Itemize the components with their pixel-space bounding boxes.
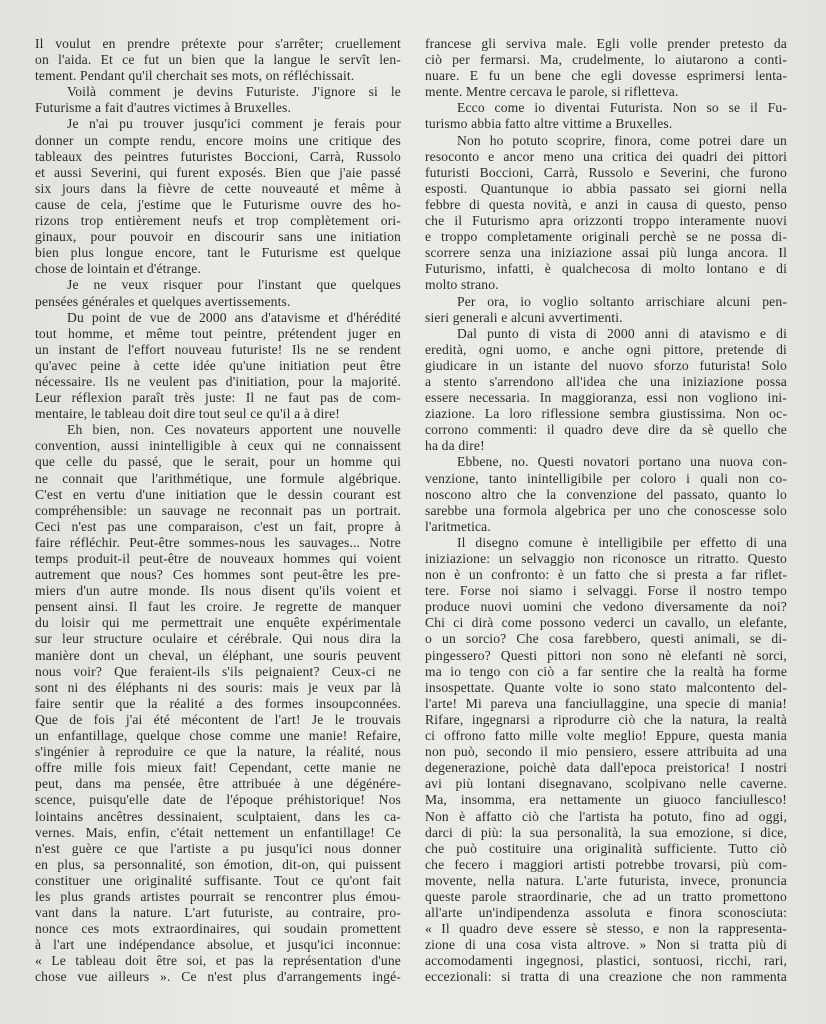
text-line: manière dont un cheval, un éléphant, une souris peuvent: [35, 647, 401, 663]
text-line: all'arte un'indipendenza assoluta e finora sconosciuta:: [425, 905, 787, 921]
text-line: autrement que nous? Ces hommes sont peut-être les pre-: [35, 567, 401, 583]
text-line: nécessaire. Ils ne veulent pas d'initiation, pour la majorité.: [35, 373, 401, 389]
text-line: donner un compte rendu, encore moins une critique des: [35, 132, 401, 148]
text-line: Je n'ai pu trouver jusqu'ici comment je ferais pour: [67, 116, 401, 132]
text-line: Futurismo, infatti, è qualchecosa di molto lontano e di: [425, 261, 787, 277]
text-line: compréhensible: un sauvage ne reconnait pas un portrait.: [35, 502, 401, 518]
text-line: queste parole straordinarie, che ad un tratto promettono: [425, 888, 787, 904]
paragraph: [35, 310, 401, 423]
text-line: n'est guère ce que l'artiste a pu jusqu'ici nous donner: [35, 840, 401, 856]
text-line: Je ne veux risquer pour l'instant que quelques: [67, 277, 401, 293]
text-line: Per ora, io voglio soltanto arrischiare alcuni pen-: [457, 293, 787, 309]
text-line: un enfantillage, quelque chose comme une manie! Refaire,: [35, 728, 401, 744]
paragraph: [425, 133, 787, 294]
text-line: en plus, sa personnalité, son émotion, dit-on, qui puissent: [35, 856, 401, 872]
text-line: « Le tableau doit être soi, et pas la représentation d'une: [35, 953, 401, 969]
text-line: miers d'un autre monde. Ils nous disent qu'ils voient et: [35, 583, 401, 599]
text-line: pensées générales et quelques avertissements.: [35, 293, 291, 309]
text-line: movente, nella natura. L'arte futurista, invece, pronuncia: [425, 872, 787, 888]
text-line: molto strano.: [425, 277, 499, 293]
text-line: non è un confronto: è un fatto che si presta a far riflet-: [425, 567, 787, 583]
text-line: Que de fois j'ai été mécontent de l'art! Je le trouvais: [35, 711, 401, 727]
text-line: che può costituire una originalità sufficiente. Tutto ciò: [425, 840, 787, 856]
text-line: Non ho potuto scoprire, finora, come potrei dare un: [457, 132, 787, 148]
french-column: [35, 36, 401, 986]
text-line: che fecero i maggiori artisti potrebbe trovarsi, più com-: [425, 856, 787, 872]
text-line: turismo abbia fatto altre vittime a Bruxelles.: [425, 116, 673, 132]
text-line: Futurisme a fait d'autres victimes à Bruxelles.: [35, 100, 292, 116]
text-line: esposti. Quantunque io abbia passato sei giorni nella: [425, 180, 787, 196]
text-line: que celle du passé, que le serait, pour un homme qui: [35, 454, 401, 470]
text-line: insospettate. Quante volte io sono stato malcontento del-: [425, 679, 787, 695]
text-line: chose vue ailleurs ». Ce n'est plus d'arrangements ingé-: [35, 969, 401, 985]
text-line: Non è affatto ciò che l'artista ha potuto, fino ad oggi,: [425, 808, 787, 824]
text-line: Ebbene, no. Questi novatori portano una nuova con-: [457, 454, 787, 470]
text-line: six jours dans la fièvre de cette nouveauté et même à: [35, 180, 401, 196]
text-line: nuare. E fu un bene che egli dovesse esprimersi lenta-: [425, 68, 787, 84]
text-line: scorrere senza una iniziazione assai più lunga ancora. Il: [425, 245, 787, 261]
text-line: sur leur structure oculaire et cérébrale. Qui nous dira la: [35, 631, 401, 647]
text-line: lointains ancêtres dessinaient, sculptaient, dans les ca-: [35, 808, 401, 824]
text-line: eccezionali: si tratta di una creazione che non rammenta: [425, 969, 787, 985]
text-line: venzione, tanto inintelligibile per coloro i quali non co-: [425, 470, 787, 486]
text-line: convention, aussi inintelligible à ceux qui ne connaissent: [35, 438, 401, 454]
text-line: a stento s'arrendono all'idea che una iniziazione possa: [425, 373, 787, 389]
text-line: tableaux des peintres futuristes Boccioni, Carrà, Russolo: [35, 148, 401, 164]
text-line: giudicare in un istante del nuovo sforzo futurista! Solo: [425, 357, 787, 373]
text-line: C'est en vertu d'une initiation que le dessin courant est: [35, 486, 401, 502]
text-line: che il Futurismo apra orizzonti troppo interamente nuovi: [425, 213, 787, 229]
paragraph: [425, 36, 787, 100]
text-line: iniziazione: un selvaggio non riconosce un ritratto. Questo: [425, 551, 787, 566]
text-line: Ceci n'est pas une comparaison, c'est un fait, propre à: [35, 518, 401, 534]
text-line: tout homme, et même tout peintre, prétendent juger en: [35, 325, 401, 341]
text-line: e troppo completamente originali perchè se ne possa di-: [425, 229, 787, 245]
paragraph: [35, 36, 401, 84]
text-line: l'arte! Mi pareva una fanciullaggine, una specie di mania!: [425, 695, 787, 711]
text-line: nonce ces mots extraordinaires, qui soudain promettent: [35, 921, 401, 937]
text-line: Voilà comment je devins Futuriste. J'ignore si le: [67, 84, 401, 100]
text-line: pingessero? Questi pittori non sono nè elefanti nè sorci,: [425, 647, 787, 663]
text-line: essere necessaria. In maggioranza, essi non vogliono ini-: [425, 390, 787, 406]
text-line: on l'aida. Et ce fut un bien que la langue le servît len-: [35, 52, 401, 68]
text-line: zione di una cosa vista altrove. » Non si tratta più di: [425, 937, 787, 953]
paragraph: [35, 277, 401, 309]
text-line: sont ni des éléphants ni des souris: mais je veux par là: [35, 679, 401, 695]
text-line: tement. Pendant qu'il cherchait ses mots, on réfléchissait.: [35, 68, 355, 84]
text-line: noscono altro che la convenzione del passato, quanto lo: [425, 486, 787, 502]
text-line: qu'avec peine à cette idée qu'une initiation peut être: [35, 357, 401, 373]
text-line: ne connait que l'arithmétique, une formule algébrique.: [35, 470, 401, 486]
text-line: faire sentir que la réalité a des formes insoupconnées.: [35, 695, 401, 711]
text-line: Rifare, ingegnarsi a riprodurre ciò che la natura, la realtà: [425, 711, 787, 727]
text-line: o un sorcio? Che cosa farebbero, questi animali, se di-: [425, 631, 787, 647]
paragraph: [35, 84, 401, 116]
paragraph: [35, 116, 401, 277]
text-line: Dal punto di vista di 2000 anni di atavismo e di: [457, 325, 787, 341]
text-line: febbre di questa novità, e anzi in causa di questo, penso: [425, 196, 787, 212]
text-line: nous voir? Que feraient-ils s'ils peignaient? Ceux-ci ne: [35, 663, 401, 679]
text-line: offre mille fois mieux fait! Cependant, cette manie ne: [35, 760, 401, 776]
text-line: Ma, insomma, era nettamente un giuoco fanciullesco!: [425, 792, 787, 808]
paragraph: [425, 294, 787, 326]
paragraph: [425, 454, 787, 534]
text-line: « Il quadro deve essere sè stesso, e non la rappresenta-: [425, 921, 787, 937]
text-line: darci di più: la sua personalità, la sua emozione, si dice,: [425, 824, 787, 840]
text-line: francese gli serviva male. Egli volle prender pretesto da: [425, 36, 787, 51]
text-line: s'ingénier à reproduire ce que la nature, la réalité, nous: [35, 744, 401, 760]
text-line: futuristi Boccioni, Carrà, Russolo e Severini, che furono: [425, 164, 787, 180]
text-line: ziazione. La loro riflessione sembra giustissima. Non oc-: [425, 406, 787, 422]
text-line: vernes. Mais, enfin, c'était nettement un enfantillage! Ce: [35, 824, 401, 840]
text-line: eredità, ogni uomo, e anche ogni pittore, pretende di: [425, 341, 787, 357]
text-line: l'aritmetica.: [425, 518, 491, 534]
text-line: Eh bien, non. Ces novateurs apportent une nouvelle: [67, 422, 401, 438]
text-line: resoconto e ancor meno una critica dei quadri dei pittori: [425, 148, 787, 164]
text-line: corrono commenti: il quadro deve dire da sè quello che: [425, 422, 787, 438]
paragraph: [425, 100, 787, 132]
text-line: avi più lontani disegnavano, scolpivano nelle caverne.: [425, 776, 787, 792]
text-line: constituer une originalité suffisante. Tout ce qu'ont fait: [35, 872, 401, 888]
paragraph: [425, 326, 787, 455]
text-line: ci offrono fatto mille volte meglio! Eppure, questa mania: [425, 728, 787, 744]
text-line: Il disegno comune è intelligibile per effetto di una: [457, 534, 787, 550]
text-line: et aussi Severini, qui furent exposés. Bien que j'aie passé: [35, 164, 401, 180]
text-line: ha da dire!: [425, 438, 485, 454]
text-line: ginaux, pour pouvoir en discourir sans une initiation: [35, 229, 401, 245]
paragraph: [35, 422, 401, 985]
text-line: peut, dans ma pensée, être attribuée à une dégénére-: [35, 776, 401, 792]
text-line: sarebbe una formola algebrica per uno che conoscesse solo: [425, 502, 787, 518]
text-line: mentaire, le tableau doit dire tout seul ce qu'il a à dire!: [35, 406, 340, 422]
text-line: non può, secondo il mio pensiero, essere attribuita ad una: [425, 744, 787, 760]
text-line: Leur réflexion paraît très juste: Il ne faut pas de com-: [35, 390, 401, 406]
text-line: degenerazione, poichè data dall'epoca preistorica! I nostri: [425, 760, 787, 776]
text-line: à l'art une indépendance absolue, et jusqu'ici inconnue:: [35, 937, 401, 953]
text-line: bien plus longue encore, tant le Futurisme est quelque: [35, 245, 401, 261]
text-line: les plus grands artistes pourrait se rencontrer plus émou-: [35, 888, 401, 904]
text-line: mente. Mentre cercava le parole, si rifletteva.: [425, 84, 679, 100]
text-line: sieri generali e alcuni avvertimenti.: [425, 309, 623, 325]
text-line: vant dans la nature. L'art futuriste, au contraire, pro-: [35, 905, 401, 921]
text-line: cause de cela, j'estime que le Futurisme ouvre des ho-: [35, 196, 401, 212]
text-line: Il voulut en prendre prétexte pour s'arrêter; cruellement: [35, 36, 401, 51]
text-line: faire réfléchir. Peut-être sommes-nous les sauvages... Notre: [35, 534, 401, 550]
text-line: produce nuovi uomini che vedono diversamente da noi?: [425, 599, 787, 615]
text-line: chose de lointain et d'étrange.: [35, 261, 202, 277]
text-line: rizons trop entièrement neufs et trop complètement ori-: [35, 213, 401, 229]
text-line: tere. Forse noi siamo i selvaggi. Forse il nostro tempo: [425, 583, 787, 599]
text-line: du loisir qui me permettrait une enquête expérimentale: [35, 615, 401, 631]
text-line: temps produit-il peut-être de nouveaux hommes qui voient: [35, 551, 401, 566]
text-line: un instant de l'effort nouveau futuriste! Ils ne se rendent: [35, 341, 401, 357]
text-line: ma io tengo con ciò a far sentire che la realtà ha forme: [425, 663, 787, 679]
text-line: Chi ci dirà come possono vederci un cavallo, un elefante,: [425, 615, 787, 631]
text-line: accomodamenti ingegnosi, plastici, sontuosi, ricchi, rari,: [425, 953, 787, 969]
text-line: Ecco come io diventai Futurista. Non so se il Fu-: [457, 100, 787, 116]
text-line: pensent ainsi. Il faut les croire. Je regrette de manquer: [35, 599, 401, 615]
text-line: Du point de vue de 2000 ans d'atavisme et d'hérédité: [67, 309, 401, 325]
italian-column: [425, 36, 787, 986]
paragraph: [425, 535, 787, 986]
text-line: scence, puisqu'elle date de l'époque préhistorique! Nos: [35, 792, 401, 808]
text-line: ciò per fermarsi. Ma, crudelmente, lo aiutarono a conti-: [425, 52, 787, 68]
